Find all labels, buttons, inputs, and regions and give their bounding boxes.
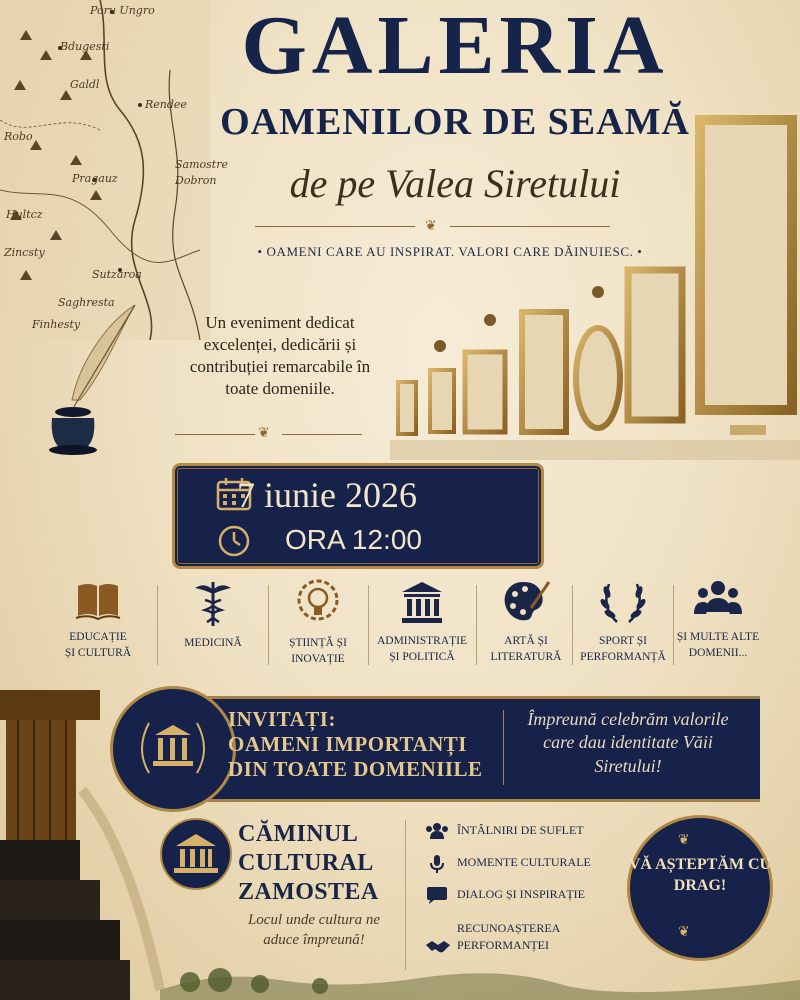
divider xyxy=(405,820,406,970)
venue-line: CĂMINUL xyxy=(238,821,359,847)
category-medicine xyxy=(163,578,263,652)
clock-icon xyxy=(217,524,251,558)
ornament-divider xyxy=(450,226,610,227)
ornament-divider xyxy=(282,434,362,435)
divider xyxy=(368,585,369,665)
category-education xyxy=(48,578,148,661)
map-label: Dobron xyxy=(175,174,217,187)
invited-line: OAMENI IMPORTANȚI xyxy=(228,732,467,757)
quill-inkwell-illustration xyxy=(40,300,140,460)
microphone-icon xyxy=(425,854,449,874)
map-label: Finhesty xyxy=(32,318,81,331)
building-icon xyxy=(398,578,446,626)
lightbulb-gear-icon xyxy=(294,578,342,628)
event-date: 7 iunie 2026 xyxy=(237,475,417,515)
feature-item xyxy=(425,854,591,879)
divider xyxy=(503,710,504,785)
feature-label: RECUNOAȘTEREA PERFORMANȚEI xyxy=(457,921,561,952)
category-label: SPORT ȘI PERFORMANȚĂ xyxy=(580,635,666,663)
welcome-text: VĂ AȘTEPTĂM CU DRAG! xyxy=(628,856,772,894)
feature-label: ÎNTÂLNIRI DE SUFLET xyxy=(457,823,584,837)
divider xyxy=(157,585,158,665)
ornament-divider xyxy=(255,226,415,227)
invited-motto: Împreună celebrăm valorile care dau identitate Văii Siretului! xyxy=(527,709,729,776)
invited-heading xyxy=(228,707,518,783)
feature-label: MOMENTE CULTURALE xyxy=(457,855,591,869)
feature-item xyxy=(425,886,585,911)
palette-icon xyxy=(501,578,551,626)
category-administration xyxy=(372,578,472,665)
building-icon xyxy=(162,820,230,888)
tagline: • OAMENI CARE AU INSPIRAT. VALORI CARE DĂINUIESC. • xyxy=(257,244,643,259)
category-other xyxy=(668,578,768,661)
title-river: de pe Valea Siretului xyxy=(289,161,621,206)
book-icon xyxy=(74,578,122,622)
caduceus-icon xyxy=(189,578,237,628)
people-icon xyxy=(425,822,449,840)
map-label: Hultcz xyxy=(6,208,43,221)
category-label: ȘI MULTE ALTE DOMENII... xyxy=(676,631,760,659)
ornament-icon: ❦ xyxy=(678,833,690,848)
venue-name xyxy=(238,820,379,906)
map-label: Galdl xyxy=(70,78,100,91)
title-subtitle: OAMENILOR DE SEAMĂ xyxy=(220,101,690,143)
title-main: GALERIA xyxy=(241,0,669,92)
category-science xyxy=(268,578,368,667)
map-label: Samostre xyxy=(175,158,228,171)
landscape-illustration xyxy=(160,950,800,1000)
ornament-icon: ❦ xyxy=(258,426,270,441)
venue-emblem xyxy=(160,818,232,890)
ornament-icon: ❦ xyxy=(425,219,437,234)
category-label: ȘTIINȚĂ ȘI INOVAȚIE xyxy=(289,637,347,665)
map-label: Rendee xyxy=(145,98,187,111)
event-date-box xyxy=(172,463,544,569)
event-time: ORA 12:00 xyxy=(285,524,422,555)
feature-label: DIALOG ȘI INSPIRAȚIE xyxy=(457,887,585,901)
venue-subtitle: Locul unde cultura ne aduce împreună! xyxy=(247,912,381,949)
map-label: Pragauz xyxy=(72,172,118,185)
invited-line: INVITAȚI: xyxy=(228,707,336,731)
intro-text: Un eveniment dedicat excelenței, dedicării și contribuției remarcabile în toate domeniile. xyxy=(189,313,371,399)
map-label: Poru Ungro xyxy=(90,4,155,17)
category-label: ADMINISTRAȚIE ȘI POLITICĂ xyxy=(376,635,468,663)
category-label: EDUCAȚIE ȘI CULTURĂ xyxy=(64,631,132,659)
invited-line: DIN TOATE DOMENIILE xyxy=(228,757,483,782)
gallery-frames-illustration xyxy=(390,100,800,460)
map-label: Saghresta xyxy=(58,296,115,309)
invited-emblem xyxy=(110,686,236,812)
venue-line: ZAMOSTEA xyxy=(238,878,379,905)
chat-bubble-icon xyxy=(425,886,449,906)
category-sport xyxy=(573,578,673,665)
map-label: Bdugesti xyxy=(60,40,110,53)
people-icon xyxy=(692,578,744,622)
laurel-building-icon xyxy=(113,689,233,809)
venue-line: CULTURAL xyxy=(238,849,374,876)
map-label: Zincsty xyxy=(4,246,45,259)
map-label: Sutzaroa xyxy=(92,268,142,281)
category-label: MEDICINĂ xyxy=(184,637,242,649)
category-art xyxy=(476,578,576,665)
ornament-icon: ❦ xyxy=(678,925,690,940)
category-label: ARTĂ ȘI LITERATURĂ xyxy=(490,635,562,663)
feature-item xyxy=(425,822,584,845)
map-label: Robo xyxy=(4,130,33,143)
laurel-icon xyxy=(599,578,647,626)
ornament-divider xyxy=(175,434,255,435)
